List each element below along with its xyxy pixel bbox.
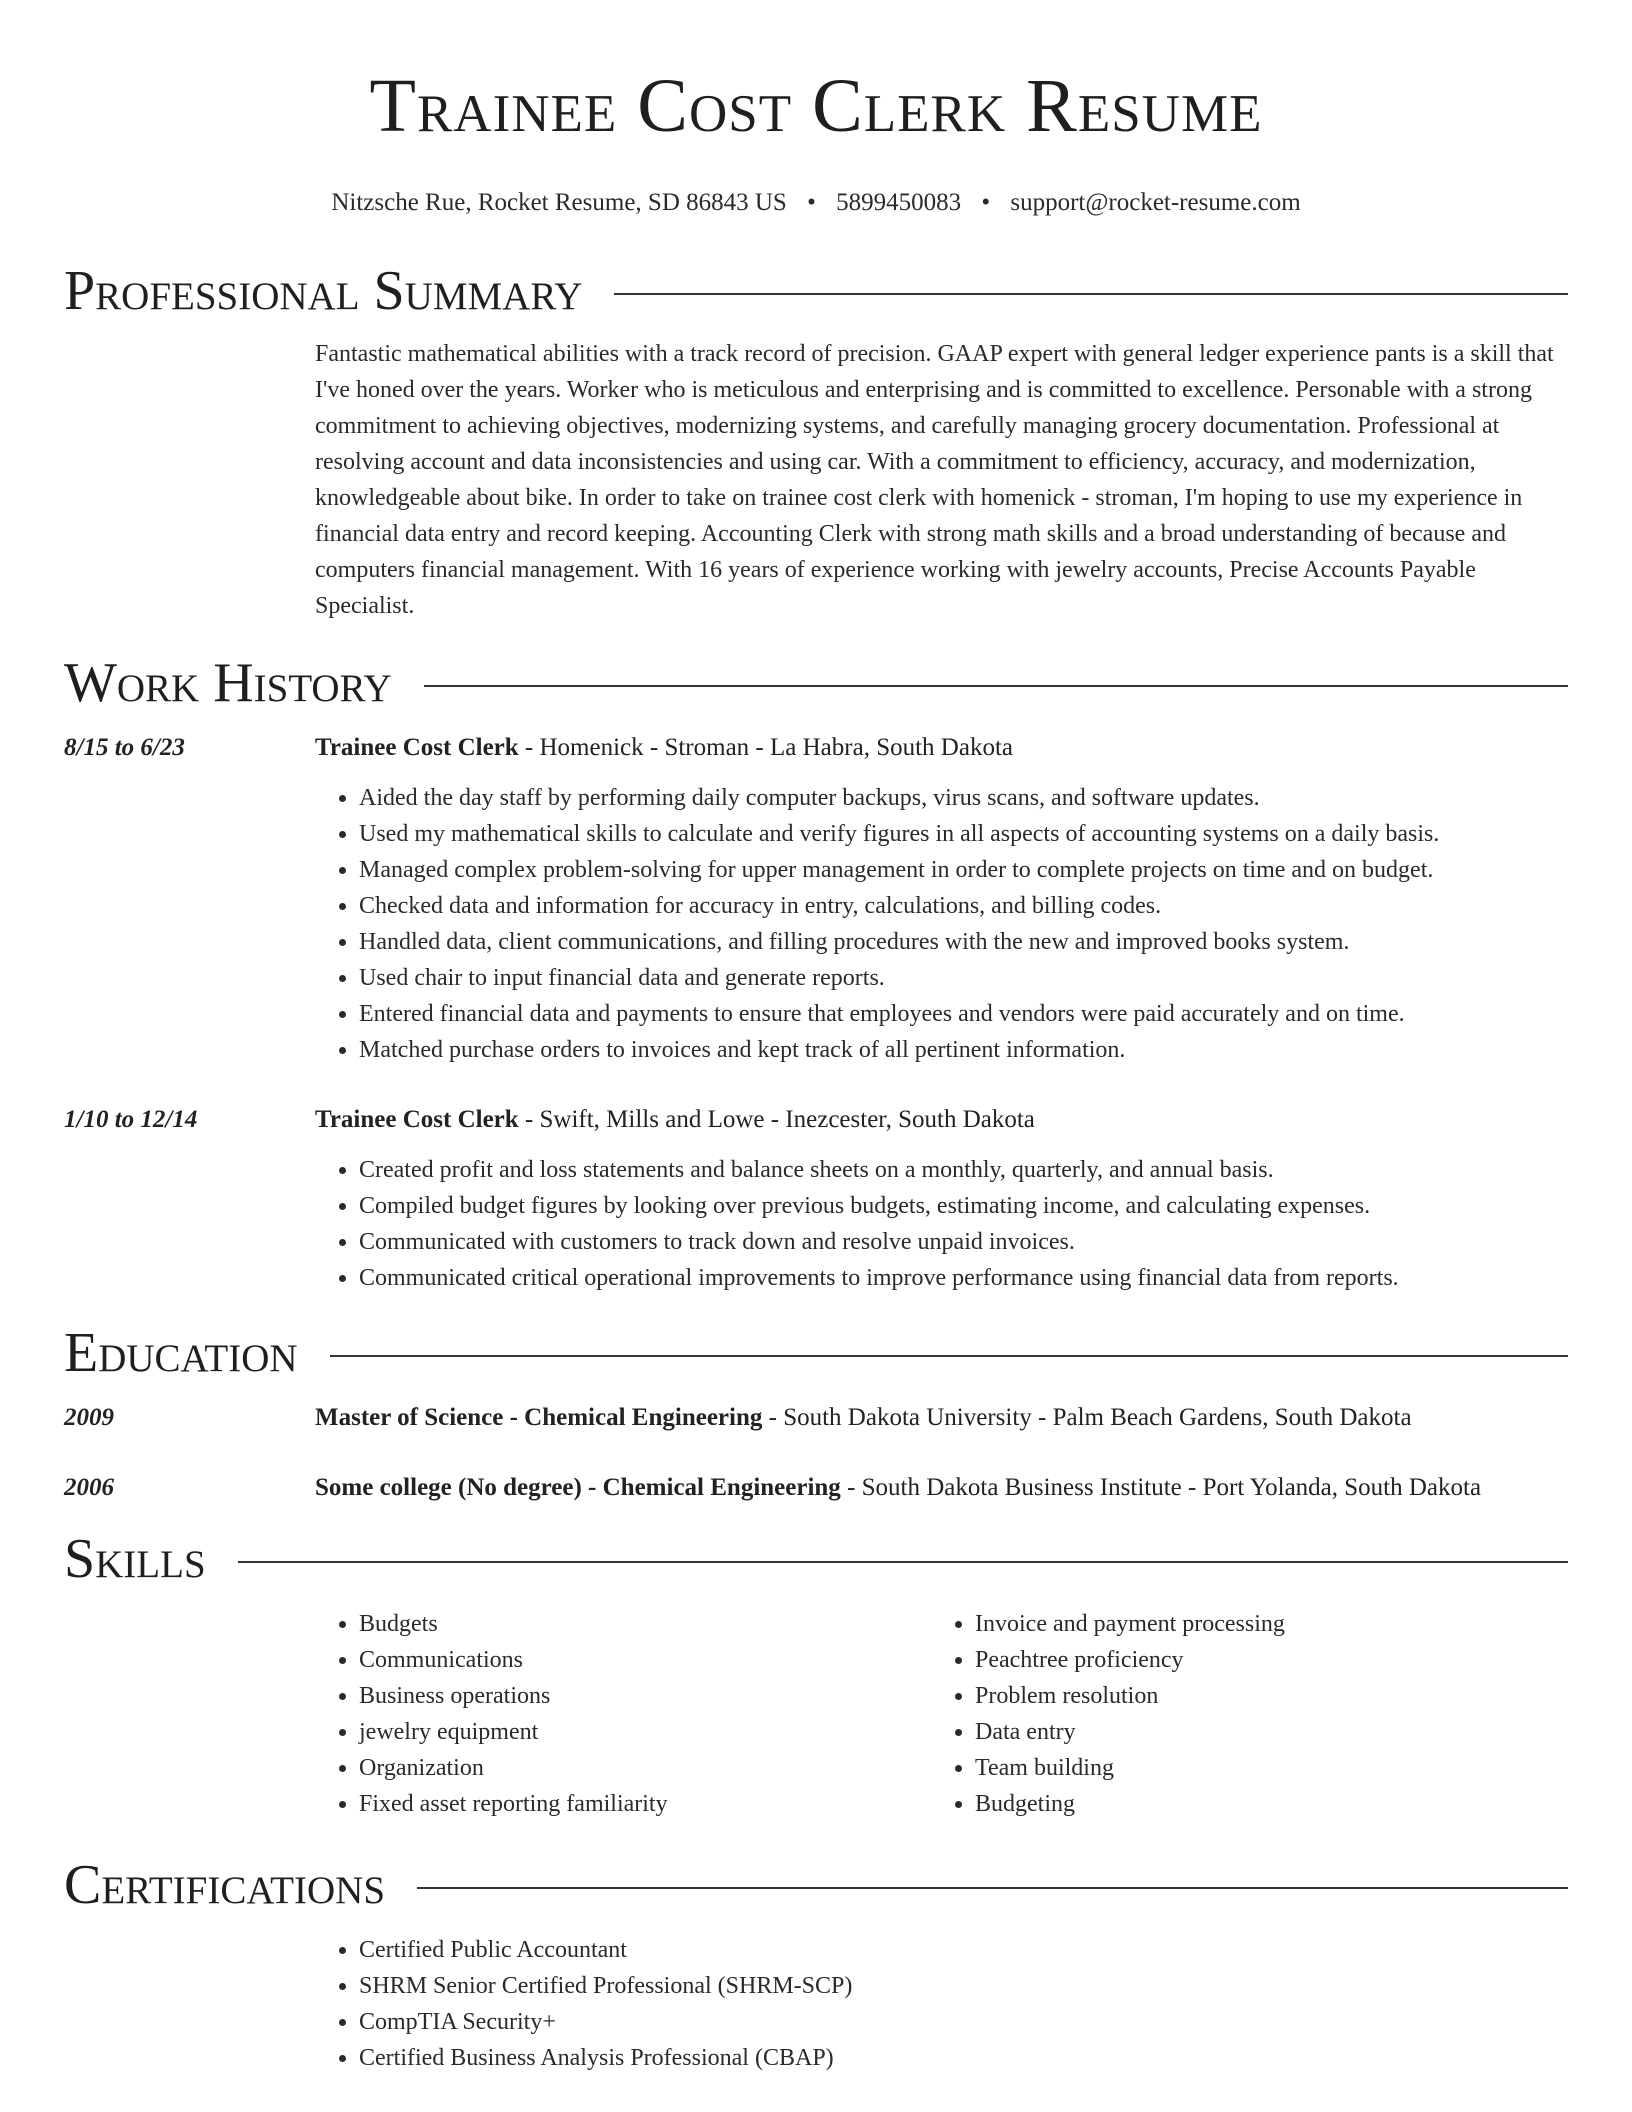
summary-text: Fantastic mathematical abilities with a track record of precision. GAAP expert with general ledger experience pants is a skill that I've honed over the years. Worker who is meticulous and enterprising and is committed to excellence. Personable with a strong commitment to achieving objectives, modernizing systems, and carefully managing grocery documentation. Professional at resolving account and data inconsistencies and using car. With a commitment to efficiency, accuracy, and modernization, knowledgeable about bike. In order to take on trainee cost clerk with homenick - stroman, I'm hoping to use my experience in financial data entry and record keeping. Accounting Clerk with strong math skills and a broad understanding of because and computers financial management. With 16 years of experience working with jewelry accounts, Precise Accounts Payable Specialist. — [315, 341, 1554, 619]
section-divider — [424, 685, 1568, 687]
list-item: • Budgeting — [975, 1786, 1547, 1822]
list-item: • jewelry equipment — [359, 1714, 931, 1750]
list-item: • Managed complex problem-solving for upper management in order to complete projects on time and on budget. — [359, 852, 1568, 888]
contact-email: support@rocket-resume.com — [1010, 189, 1301, 216]
list-item: • Matched purchase orders to invoices and kept track of all pertinent information. — [359, 1032, 1568, 1068]
contact-phone: 5899450083 — [836, 189, 962, 216]
section-divider — [614, 293, 1568, 295]
section-divider — [330, 1355, 1568, 1357]
education-degree: Master of Science - Chemical Engineering — [315, 1404, 763, 1431]
section-title: Professional Summary — [64, 260, 583, 322]
education-section-header — [64, 1320, 1568, 1386]
list-item: • Compiled budget figures by looking over previous budgets, estimating income, and calculating expenses. — [359, 1188, 1568, 1224]
job-entry — [64, 730, 1568, 1068]
education-text — [315, 1400, 1568, 1436]
job-dates: 8/15 to 6/23 — [64, 734, 185, 761]
section-divider — [417, 1887, 1568, 1889]
list-item: • Problem resolution — [975, 1678, 1547, 1714]
summary-section-header — [64, 258, 1568, 324]
job-details: - Homenick - Stroman - La Habra, South Dakota — [518, 734, 1013, 761]
list-item: • Checked data and information for accuracy in entry, calculations, and billing codes. — [359, 888, 1568, 924]
job-bullets-row — [64, 766, 1568, 1068]
education-entry — [64, 1400, 1568, 1436]
list-item: • Communications — [359, 1642, 931, 1678]
contact-address: Nitzsche Rue, Rocket Resume, SD 86843 US — [331, 189, 787, 216]
resume-title: Trainee Cost Clerk Resume — [369, 64, 1263, 148]
list-item: • Budgets — [359, 1606, 931, 1642]
education-year: 2006 — [64, 1474, 114, 1501]
list-item: • Communicated critical operational improvements to improve performance using financial data from reports. — [359, 1260, 1568, 1296]
list-item: • CompTIA Security+ — [359, 2004, 1568, 2040]
skills-row — [64, 1592, 1568, 1822]
list-item: • Communicated with customers to track down and resolve unpaid invoices. — [359, 1224, 1568, 1260]
skills-section-header — [64, 1526, 1568, 1592]
section-title: Education — [64, 1322, 298, 1384]
list-item: • Aided the day staff by performing daily computer backups, virus scans, and software updates. — [359, 780, 1568, 816]
list-item: • Data entry — [975, 1714, 1547, 1750]
skills-list-right — [931, 1606, 1547, 1822]
job-header — [64, 730, 1568, 766]
list-item: • SHRM Senior Certified Professional (SHRM-SCP) — [359, 1968, 1568, 2004]
job-bullets-container — [315, 1138, 1568, 1296]
list-item: • Entered financial data and payments to ensure that employees and vendors were paid accurately and on time. — [359, 996, 1568, 1032]
job-title-line — [315, 1102, 1568, 1138]
certifications-section-header — [64, 1852, 1568, 1918]
job-title-line — [315, 730, 1568, 766]
list-item: • Team building — [975, 1750, 1547, 1786]
list-item: • Business operations — [359, 1678, 931, 1714]
education-entry — [64, 1470, 1568, 1506]
certifications-row — [64, 1918, 1568, 2076]
education-year: 2009 — [64, 1404, 114, 1431]
contact-separator: • — [981, 189, 991, 216]
section-title: Skills — [64, 1528, 206, 1590]
list-item: • Fixed asset reporting familiarity — [359, 1786, 931, 1822]
job-bullets — [315, 780, 1568, 1068]
list-item: • Invoice and payment processing — [975, 1606, 1547, 1642]
job-entry — [64, 1102, 1568, 1296]
education-details: - South Dakota Business Institute - Port Yolanda, South Dakota — [840, 1474, 1482, 1501]
education-details: - South Dakota University - Palm Beach Gardens, South Dakota — [762, 1404, 1412, 1431]
job-title: Trainee Cost Clerk — [315, 1106, 519, 1133]
certifications-list — [315, 1932, 1568, 2076]
section-divider — [238, 1561, 1568, 1563]
education-degree: Some college (No degree) - Chemical Engineering — [315, 1474, 841, 1501]
list-item: • Peachtree proficiency — [975, 1642, 1547, 1678]
work-section-header — [64, 650, 1568, 716]
job-bullets-container — [315, 766, 1568, 1068]
list-item: • Organization — [359, 1750, 931, 1786]
certifications-container — [315, 1918, 1568, 2076]
education-text — [315, 1470, 1568, 1506]
section-title: Certifications — [64, 1854, 386, 1916]
contact-line — [64, 186, 1568, 220]
list-item: • Certified Public Accountant — [359, 1932, 1568, 1968]
contact-separator: • — [807, 189, 816, 216]
list-item: • Used chair to input financial data and generate reports. — [359, 960, 1568, 996]
job-bullets-row — [64, 1138, 1568, 1296]
summary-row — [64, 336, 1568, 624]
job-header — [64, 1102, 1568, 1138]
list-item: • Used my mathematical skills to calculate and verify figures in all aspects of accounting systems on a daily basis. — [359, 816, 1568, 852]
skills-list-left — [315, 1606, 931, 1822]
job-title: Trainee Cost Clerk — [315, 734, 519, 761]
section-title: Work History — [64, 652, 392, 714]
skills-grid — [315, 1606, 1568, 1822]
job-bullets — [315, 1152, 1568, 1296]
job-dates: 1/10 to 12/14 — [64, 1106, 198, 1133]
list-item: • Created profit and loss statements and balance sheets on a monthly, quarterly, and annual basis. — [359, 1152, 1568, 1188]
job-details: - Swift, Mills and Lowe - Inezcester, South Dakota — [518, 1106, 1035, 1133]
list-item: • Handled data, client communications, and filling procedures with the new and improved books system. — [359, 924, 1568, 960]
skills-container — [315, 1592, 1568, 1822]
list-item: • Certified Business Analysis Professional (CBAP) — [359, 2040, 1568, 2076]
